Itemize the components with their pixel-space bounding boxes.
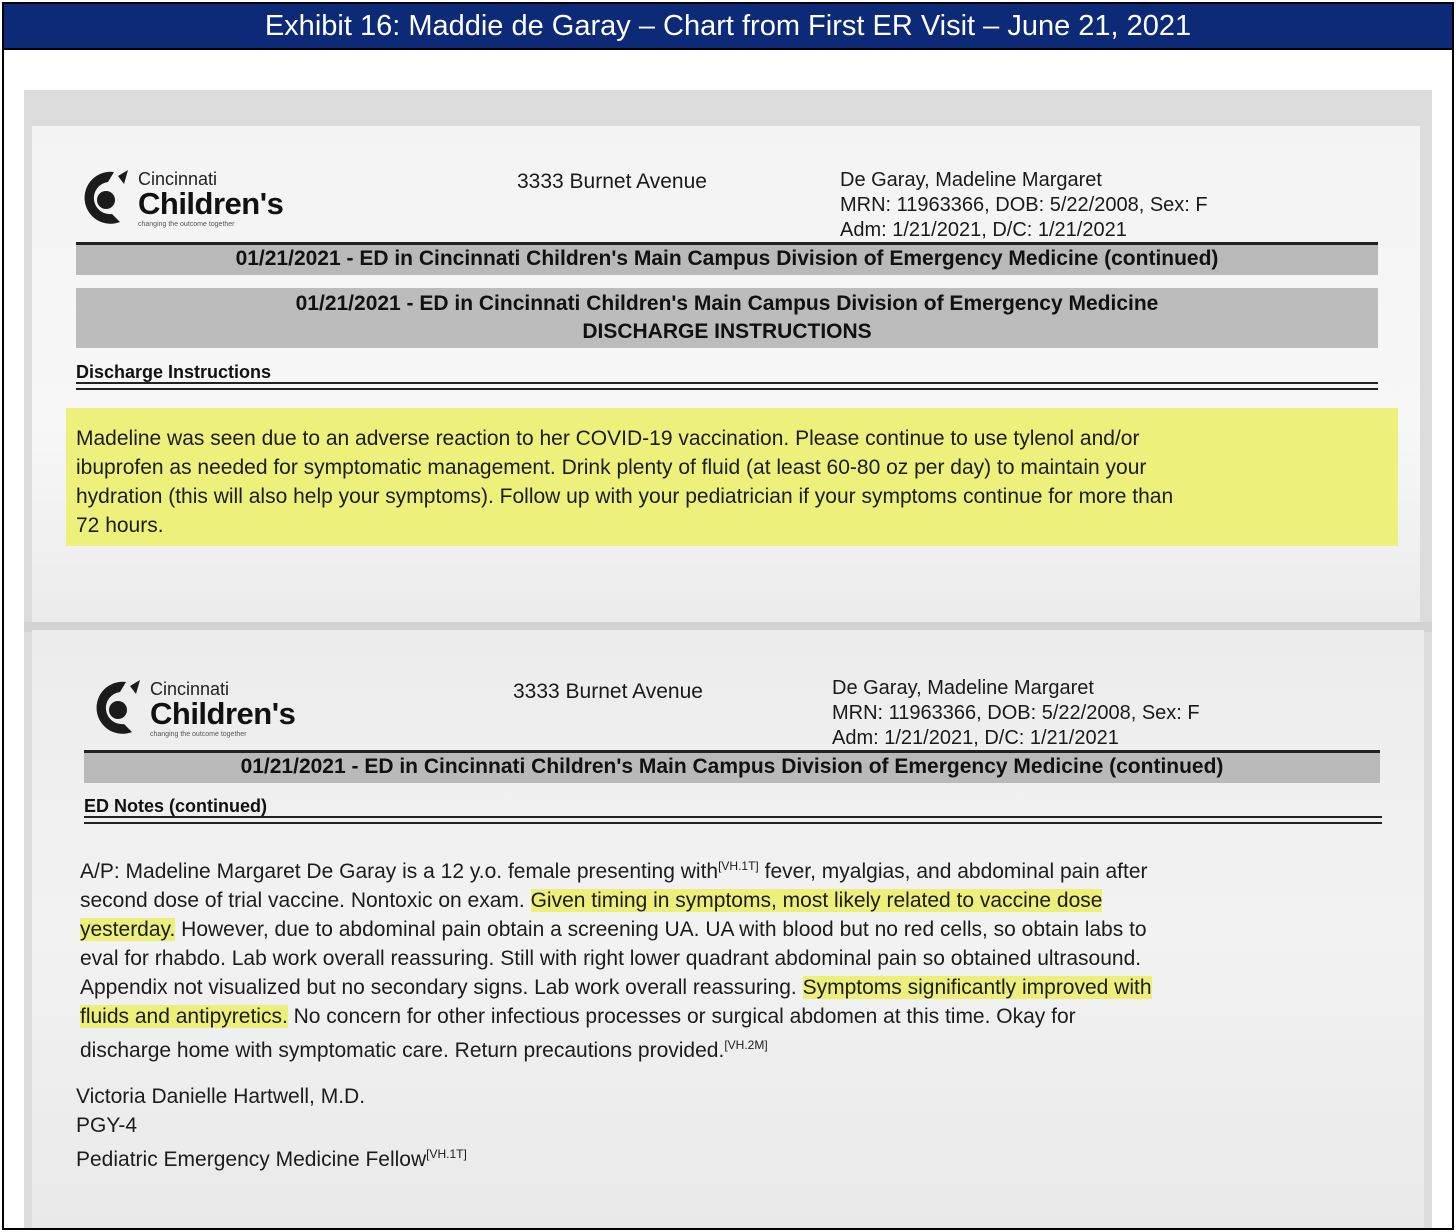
section-rule [76, 388, 1378, 390]
assessment-plan-text [80, 852, 1400, 1065]
author-ref: [VH.1T] [426, 1147, 467, 1161]
ap-text: Appendix not visualized but no secondary signs. Lab work overall reassuring. [80, 976, 803, 999]
logo-line2: Children's [150, 696, 296, 731]
patient-header [840, 168, 1208, 243]
patient-name: De Garay, Madeline Margaret [840, 169, 1102, 191]
hospital-logo-icon [86, 676, 144, 742]
author-ref: [VH.2M] [724, 1038, 768, 1052]
ap-line [80, 1002, 1400, 1031]
section-rule [76, 382, 1378, 384]
logo-line2: Children's [138, 186, 284, 221]
continued-bar: 01/21/2021 - ED in Cincinnati Children's Main Campus Division of Emergency Medicine (continued) [76, 242, 1378, 275]
document-title-line1: 01/21/2021 - ED in Cincinnati Children's Main Campus Division of Emergency Medicine [295, 292, 1159, 315]
section-heading: ED Notes (continued) [84, 796, 267, 816]
ap-line: eval for rhabdo. Lab work overall reassuring. Still with right lower quadrant abdominal pain so obtained ultrasound. [80, 947, 1142, 970]
ap-text: discharge home with symptomatic care. Return precautions provided. [80, 1039, 725, 1062]
ap-text: No concern for other infectious processes or surgical abdomen at this time. Okay for [287, 1005, 1076, 1028]
discharge-instructions-text [76, 424, 1396, 540]
ed-notes-sheet [32, 630, 1424, 1230]
hospital-logo [86, 676, 295, 742]
section-rule [84, 822, 1382, 824]
logo-line1: Cincinnati [150, 679, 230, 699]
logo-line1: Cincinnati [138, 169, 218, 189]
exhibit-banner: Exhibit 16: Maddie de Garay – Chart from First ER Visit – June 21, 2021 [4, 4, 1452, 50]
document-title-line2: DISCHARGE INSTRUCTIONS [582, 320, 872, 343]
hospital-logo-icon [74, 166, 132, 232]
hospital-address: 3333 Burnet Avenue [513, 680, 703, 703]
ap-text: A/P: Madeline Margaret De Garay is a 12 y.o. female presenting with [80, 860, 719, 883]
physician-name: Victoria Danielle Hartwell, M.D. [76, 1085, 366, 1108]
hospital-address: 3333 Burnet Avenue [517, 170, 707, 193]
instruction-line: ibuprofen as needed for symptomatic management. Drink plenty of fluid (at least 60-80 oz per day) to maintain your [76, 456, 1147, 479]
ap-line [80, 886, 1400, 915]
physician-level: PGY-4 [76, 1114, 138, 1137]
highlighted-text: Symptoms significantly improved with [802, 976, 1152, 999]
instruction-line: hydration (this will also help your symptoms). Follow up with your pediatrician if your symptoms continue for more than [76, 485, 1174, 508]
discharge-sheet [32, 126, 1420, 626]
highlighted-text: fluids and antipyretics. [80, 1005, 288, 1028]
patient-header [832, 676, 1200, 751]
patient-ids: MRN: 11963366, DOB: 5/22/2008, Sex: F [832, 702, 1200, 724]
ap-text: However, due to abdominal pain obtain a screening UA. UA with blood but no red cells, so obtain labs to [175, 918, 1147, 941]
instruction-line: Madeline was seen due to an adverse reaction to her COVID-19 vaccination. Please continue to use tylenol and/or [76, 427, 1140, 450]
ap-line [80, 1031, 1400, 1065]
admission-dates: Adm: 1/21/2021, D/C: 1/21/2021 [840, 219, 1127, 241]
author-ref: [VH.1T] [718, 859, 759, 873]
admission-dates: Adm: 1/21/2021, D/C: 1/21/2021 [832, 727, 1119, 749]
ap-text: fever, myalgias, and abdominal pain after [758, 860, 1148, 883]
ap-line [80, 915, 1400, 944]
chart-photo [24, 90, 1432, 1230]
logo-tagline: changing the outcome together [138, 221, 235, 228]
instruction-line: 72 hours. [76, 514, 164, 537]
physician-title-line [76, 1140, 467, 1174]
continued-bar: 01/21/2021 - ED in Cincinnati Children's Main Campus Division of Emergency Medicine (continued) [84, 750, 1380, 783]
highlighted-text: yesterday. [80, 918, 176, 941]
patient-name: De Garay, Madeline Margaret [832, 677, 1094, 699]
ap-text: second dose of trial vaccine. Nontoxic on exam. [80, 889, 531, 912]
highlighted-text: Given timing in symptoms, most likely related to vaccine dose [530, 889, 1103, 912]
physician-title: Pediatric Emergency Medicine Fellow [76, 1148, 427, 1171]
ap-line [80, 973, 1400, 1002]
signature-block [76, 1082, 467, 1174]
patient-ids: MRN: 11963366, DOB: 5/22/2008, Sex: F [840, 194, 1208, 216]
ap-line [80, 852, 1400, 886]
exhibit-frame [2, 2, 1454, 1230]
hospital-logo [74, 166, 283, 232]
document-title [76, 288, 1378, 348]
section-rule [84, 816, 1382, 818]
section-heading: Discharge Instructions [76, 362, 272, 382]
logo-tagline: changing the outcome together [150, 731, 247, 738]
